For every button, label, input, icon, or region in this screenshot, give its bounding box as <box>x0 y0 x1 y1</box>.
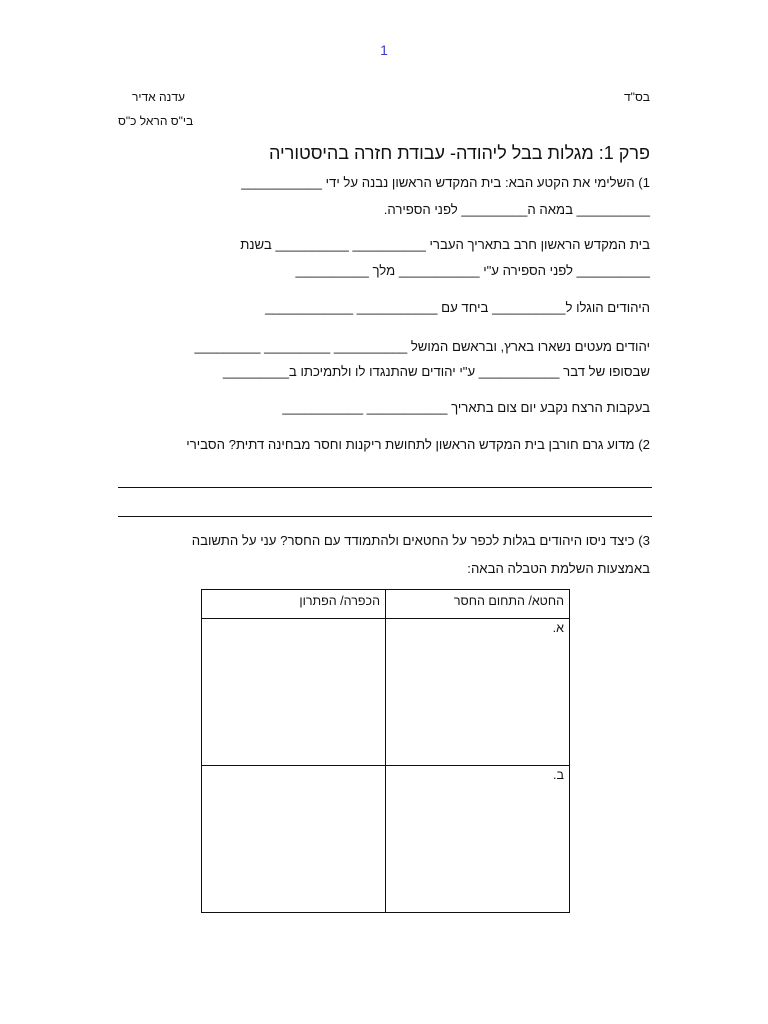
chapter-title: פרק 1: מגלות בבל ליהודה- עבודת חזרה בהיסטוריה <box>268 143 650 163</box>
table-header-row <box>202 590 570 619</box>
table-cell <box>202 766 386 913</box>
answer-table <box>201 589 570 913</box>
question-3-line-2: באמצעות השלמת הטבלה הבאה: <box>467 561 650 576</box>
answer-line-1 <box>118 487 652 488</box>
question-1-line-7: שבסופו של דבר ___________ ע"י יהודים שהתנגדו לו ולתמיכתו ב_________ <box>222 364 650 379</box>
table-header-atonement: הכפרה/ הפתרון <box>202 590 386 619</box>
question-1-line-2: __________ במאה ה_________ לפני הספירה. <box>383 202 650 217</box>
question-1-line-1: 1) השלימי את הקטע הבא: בית המקדש הראשון נבנה על ידי ___________ <box>241 175 650 190</box>
header-bsd: בס"ד <box>624 90 650 104</box>
table-header-sin: החטא/ התחום החסר <box>386 590 570 619</box>
table-row <box>202 619 570 766</box>
question-1-line-8: בעקבות הרצח נקבע יום צום בתאריך ___________ ___________ <box>282 400 650 415</box>
table-cell <box>202 619 386 766</box>
table-row <box>202 766 570 913</box>
table-cell: ב. <box>386 766 570 913</box>
page-number: 1 <box>380 42 388 58</box>
question-1-line-6: יהודים מעטים נשארו בארץ, ובראשם המושל __________ _________ _________ <box>194 339 650 354</box>
question-1-line-4: __________ לפני הספירה ע"י ___________ מלך __________ <box>295 263 650 278</box>
question-2: 2) מדוע גרם חורבן בית המקדש הראשון לתחושת ריקנות וחסר מבחינה דתית? הסבירי <box>186 437 650 452</box>
table-cell: א. <box>386 619 570 766</box>
header-author: עדנה אדיר <box>132 90 185 104</box>
question-3-line-1: 3) כיצד ניסו היהודים בגלות לכפר על החטאים ולהתמודד עם החסר? עני על התשובה <box>191 533 650 548</box>
question-1-line-5: היהודים הוגלו ל__________ ביחד עם ___________ ____________ <box>265 300 650 315</box>
question-1-line-3: בית המקדש הראשון חרב בתאריך העברי __________ __________ בשנת <box>240 237 650 252</box>
header-school: בי"ס הראל כ"ס <box>118 114 194 128</box>
answer-line-2 <box>118 516 652 517</box>
